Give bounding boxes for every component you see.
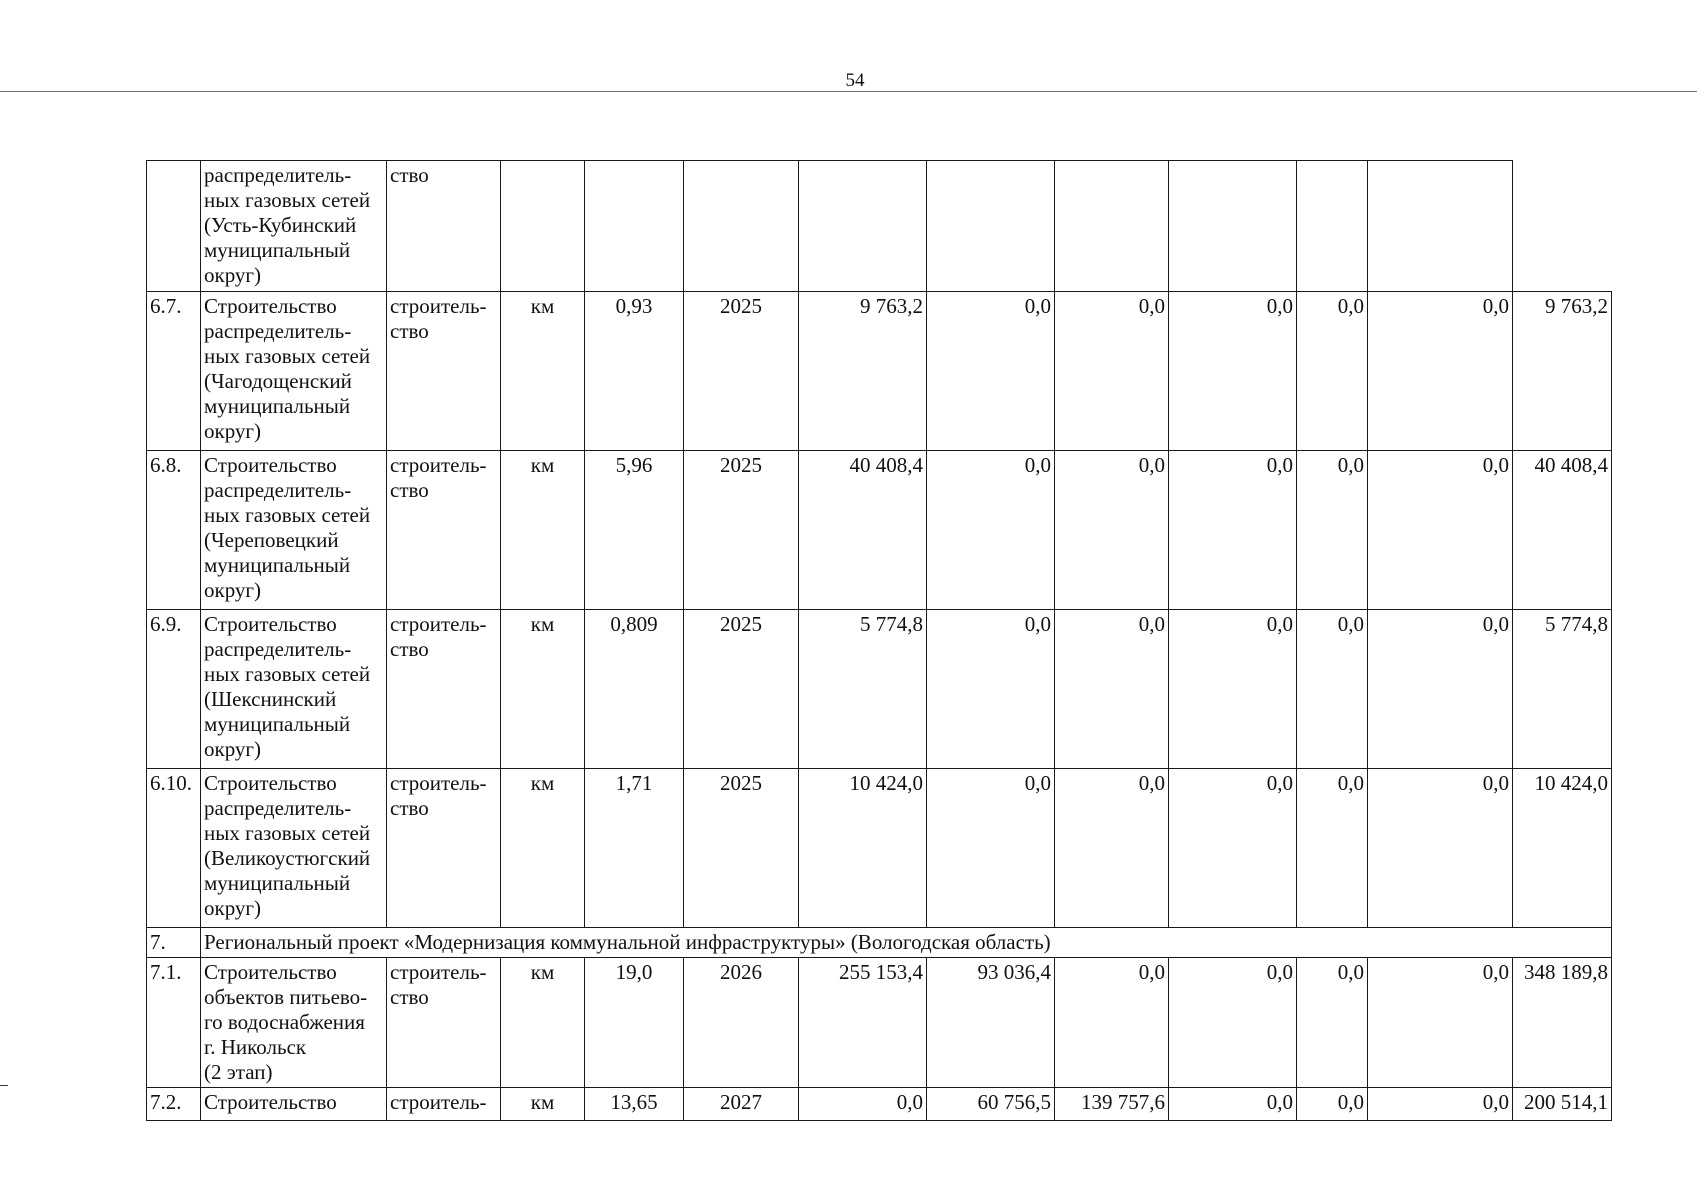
object-name: распределитель- ных газовых сетей (Усть-Кубинский муниципальный округ) bbox=[201, 161, 387, 292]
row-number: 7.1. bbox=[147, 958, 201, 1088]
value-4: 0,0 bbox=[1169, 451, 1297, 610]
value-6: 0,0 bbox=[1368, 451, 1513, 610]
row-number bbox=[147, 161, 201, 292]
table-row bbox=[147, 292, 1612, 451]
year: 2025 bbox=[684, 610, 799, 769]
value-5: 0,0 bbox=[1297, 958, 1368, 1088]
value-5: 0,0 bbox=[1297, 610, 1368, 769]
margin-mark bbox=[0, 1085, 8, 1086]
header-rule bbox=[0, 91, 1697, 92]
value-1: 0,0 bbox=[799, 1088, 927, 1121]
value-2: 93 036,4 bbox=[927, 958, 1055, 1088]
work-type: ство bbox=[387, 161, 501, 292]
value-6: 0,0 bbox=[1368, 769, 1513, 928]
table-row bbox=[147, 769, 1612, 928]
row-number: 6.10. bbox=[147, 769, 201, 928]
value-1: 5 774,8 bbox=[799, 610, 927, 769]
value-5: 0,0 bbox=[1297, 1088, 1368, 1121]
unit: км bbox=[501, 958, 585, 1088]
value-3: 0,0 bbox=[1055, 769, 1169, 928]
value-4: 0,0 bbox=[1169, 292, 1297, 451]
value-6: 0,0 bbox=[1368, 292, 1513, 451]
year: 2025 bbox=[684, 292, 799, 451]
table-row bbox=[147, 958, 1612, 1088]
work-type: строитель- bbox=[387, 1088, 501, 1121]
value-4: 0,0 bbox=[1169, 769, 1297, 928]
budget-table bbox=[146, 160, 1612, 1121]
value-1: 9 763,2 bbox=[799, 292, 927, 451]
value-4: 0,0 bbox=[1169, 610, 1297, 769]
value-3: 139 757,6 bbox=[1055, 1088, 1169, 1121]
value-1: 10 424,0 bbox=[799, 769, 927, 928]
year: 2025 bbox=[684, 769, 799, 928]
value-5: 0,0 bbox=[1297, 769, 1368, 928]
work-type: строитель- ство bbox=[387, 769, 501, 928]
row-number: 6.9. bbox=[147, 610, 201, 769]
capacity: 19,0 bbox=[585, 958, 684, 1088]
work-type: строитель- ство bbox=[387, 958, 501, 1088]
object-name: Строительство распределитель- ных газовых сетей (Шекснинский муниципальный округ) bbox=[201, 610, 387, 769]
value-1: 40 408,4 bbox=[799, 451, 927, 610]
value-1: 255 153,4 bbox=[799, 958, 927, 1088]
section-number: 7. bbox=[147, 928, 201, 958]
object-name: Строительство распределитель- ных газовых сетей (Чагодощенский муниципальный округ) bbox=[201, 292, 387, 451]
capacity: 1,71 bbox=[585, 769, 684, 928]
section-title: Региональный проект «Модернизация коммунальной инфраструктуры» (Вологодская область) bbox=[201, 928, 1612, 958]
object-name: Строительство распределитель- ных газовых сетей (Череповецкий муниципальный округ) bbox=[201, 451, 387, 610]
row-number: 6.8. bbox=[147, 451, 201, 610]
unit: км bbox=[501, 769, 585, 928]
total: 5 774,8 bbox=[1513, 610, 1612, 769]
value-6: 0,0 bbox=[1368, 958, 1513, 1088]
value-4: 0,0 bbox=[1169, 1088, 1297, 1121]
object-name: Строительство bbox=[201, 1088, 387, 1121]
year: 2027 bbox=[684, 1088, 799, 1121]
value-5: 0,0 bbox=[1297, 292, 1368, 451]
value-3: 0,0 bbox=[1055, 610, 1169, 769]
value-2: 60 756,5 bbox=[927, 1088, 1055, 1121]
value-4: 0,0 bbox=[1169, 958, 1297, 1088]
section-row bbox=[147, 928, 1612, 958]
work-type: строитель- ство bbox=[387, 451, 501, 610]
capacity: 0,809 bbox=[585, 610, 684, 769]
total: 200 514,1 bbox=[1513, 1088, 1612, 1121]
value-5: 0,0 bbox=[1297, 451, 1368, 610]
page-number: 54 bbox=[845, 70, 865, 91]
value-3: 0,0 bbox=[1055, 292, 1169, 451]
row-number: 7.2. bbox=[147, 1088, 201, 1121]
value-6: 0,0 bbox=[1368, 1088, 1513, 1121]
object-name: Строительство распределитель- ных газовых сетей (Великоустюгский муниципальный округ) bbox=[201, 769, 387, 928]
table-row bbox=[147, 1088, 1612, 1121]
unit: км bbox=[501, 292, 585, 451]
total: 40 408,4 bbox=[1513, 451, 1612, 610]
capacity: 0,93 bbox=[585, 292, 684, 451]
value-3: 0,0 bbox=[1055, 451, 1169, 610]
object-name: Строительство объектов питьево- го водоснабжения г. Никольск (2 этап) bbox=[201, 958, 387, 1088]
value-2: 0,0 bbox=[927, 451, 1055, 610]
value-2: 0,0 bbox=[927, 610, 1055, 769]
unit: км bbox=[501, 610, 585, 769]
value-2: 0,0 bbox=[927, 292, 1055, 451]
value-2: 0,0 bbox=[927, 769, 1055, 928]
capacity: 5,96 bbox=[585, 451, 684, 610]
work-type: строитель- ство bbox=[387, 610, 501, 769]
row-number: 6.7. bbox=[147, 292, 201, 451]
value-3: 0,0 bbox=[1055, 958, 1169, 1088]
total: 348 189,8 bbox=[1513, 958, 1612, 1088]
unit: км bbox=[501, 1088, 585, 1121]
work-type: строитель- ство bbox=[387, 292, 501, 451]
table-row bbox=[147, 161, 1612, 292]
value-6: 0,0 bbox=[1368, 610, 1513, 769]
year: 2025 bbox=[684, 451, 799, 610]
table-row bbox=[147, 610, 1612, 769]
capacity: 13,65 bbox=[585, 1088, 684, 1121]
total: 9 763,2 bbox=[1513, 292, 1612, 451]
unit: км bbox=[501, 451, 585, 610]
total: 10 424,0 bbox=[1513, 769, 1612, 928]
table-row bbox=[147, 451, 1612, 610]
year: 2026 bbox=[684, 958, 799, 1088]
